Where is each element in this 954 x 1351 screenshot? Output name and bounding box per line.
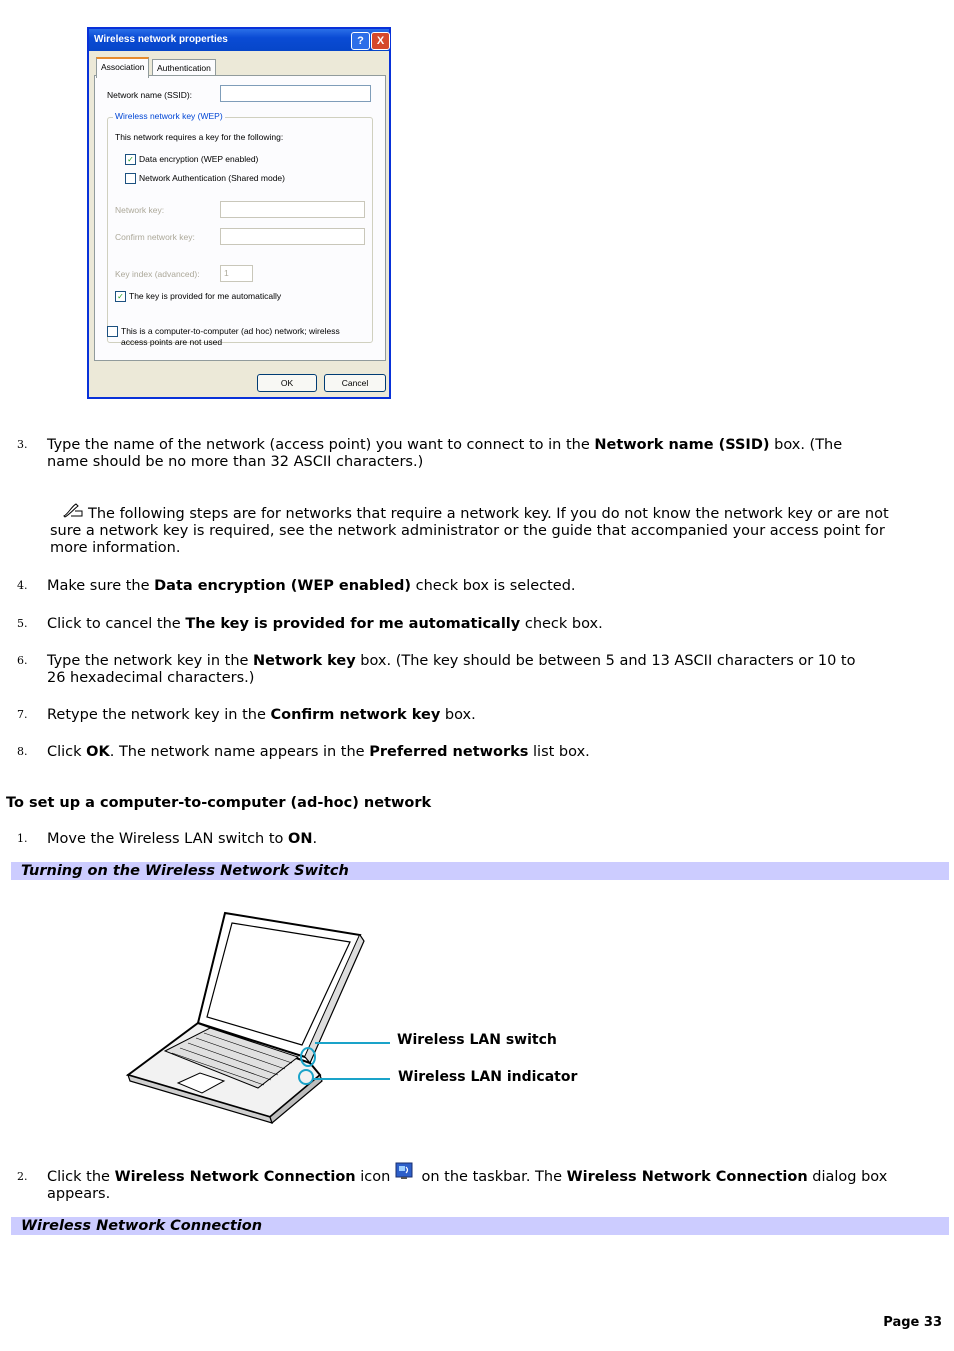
ssid-input[interactable] [220,85,371,102]
help-button[interactable]: ? [351,32,370,50]
ssid-label: Network name (SSID): [107,90,193,100]
data-encryption-checkbox[interactable]: ✓ [125,154,136,165]
wireless-network-properties-dialog [87,27,391,399]
section-heading: To set up a computer-to-computer (ad-hoc) network [6,795,432,811]
close-button[interactable]: X [371,32,390,50]
figure-caption-band [11,1217,949,1235]
adhoc-step-1-text: Move the Wireless LAN switch to ON. [47,831,318,847]
step-3-text: Type the name of the network (access point) you want to connect to in the Network name (SSID) box. (The name should be no more than 32 ASCII characters.) [47,437,843,470]
step-8-text: Click OK. The network name appears in the Preferred networks list box. [47,744,590,760]
step-number: 7. [17,708,28,721]
step-number: 3. [17,438,28,451]
key-index-label: Key index (advanced): [115,269,200,279]
figure-caption: Wireless Network Connection [21,1218,263,1234]
step-5-text: Click to cancel the The key is provided for me automatically check box. [47,616,603,632]
figure-caption-band [11,862,949,880]
network-auth-checkbox[interactable] [125,173,136,184]
callout-wireless-indicator: Wireless LAN indicator [398,1069,578,1085]
step-number: 8. [17,745,28,758]
dialog-title: Wireless network properties [89,29,389,51]
step-number: 5. [17,617,28,630]
data-encryption-label: Data encryption (WEP enabled) [139,154,259,164]
network-key-input[interactable] [220,201,365,218]
confirm-key-input[interactable] [220,228,365,245]
wep-group-title: Wireless network key (WEP) [115,111,223,121]
step-number: 6. [17,654,28,667]
key-index-spinner[interactable] [220,265,253,282]
adhoc-label-line2: access points are not used [121,337,223,347]
step-7-text: Retype the network key in the Confirm network key box. [47,707,476,723]
network-key-label: Network key: [115,205,165,215]
laptop-illustration [120,905,590,1129]
confirm-key-label: Confirm network key: [115,232,195,242]
adhoc-checkbox[interactable] [107,326,118,337]
page-number: Page 33 [883,1315,942,1330]
requires-key-text: This network requires a key for the following: [115,132,284,142]
tab-association[interactable]: Association [96,57,149,78]
step-number: 1. [17,832,28,845]
key-auto-checkbox[interactable]: ✓ [115,291,126,302]
adhoc-label-line1: This is a computer-to-computer (ad hoc) network; wireless [121,326,340,336]
key-auto-label: The key is provided for me automatically [129,291,282,301]
step-number: 2. [17,1170,28,1183]
ok-button[interactable]: OK [257,374,317,392]
key-index-value: 1 [224,268,229,278]
tab-authentication[interactable]: Authentication [152,59,216,76]
step-6-text: Type the network key in the Network key box. (The key should be between 5 and 13 ASCII characters or 10 to 26 hexadecimal characters.) [47,653,856,686]
callout-wireless-switch: Wireless LAN switch [397,1032,557,1048]
network-auth-label: Network Authentication (Shared mode) [139,173,285,183]
step-number: 4. [17,579,28,592]
wireless-network-connection-icon [395,1162,413,1180]
step-4-text: Make sure the Data encryption (WEP enabled) check box is selected. [47,578,576,594]
adhoc-step-2-text: Click the Wireless Network Connection icon on the taskbar. The Wireless Network Connection dialog box appears. [47,1169,888,1202]
note-text: The following steps are for networks that require a network key. If you do not know the network key or are not sure a network key is required, see the network administrator or the guide that accompanied your access point for more information. [50,506,889,556]
figure-caption: Turning on the Wireless Network Switch [21,863,349,879]
cancel-button[interactable]: Cancel [324,374,386,392]
